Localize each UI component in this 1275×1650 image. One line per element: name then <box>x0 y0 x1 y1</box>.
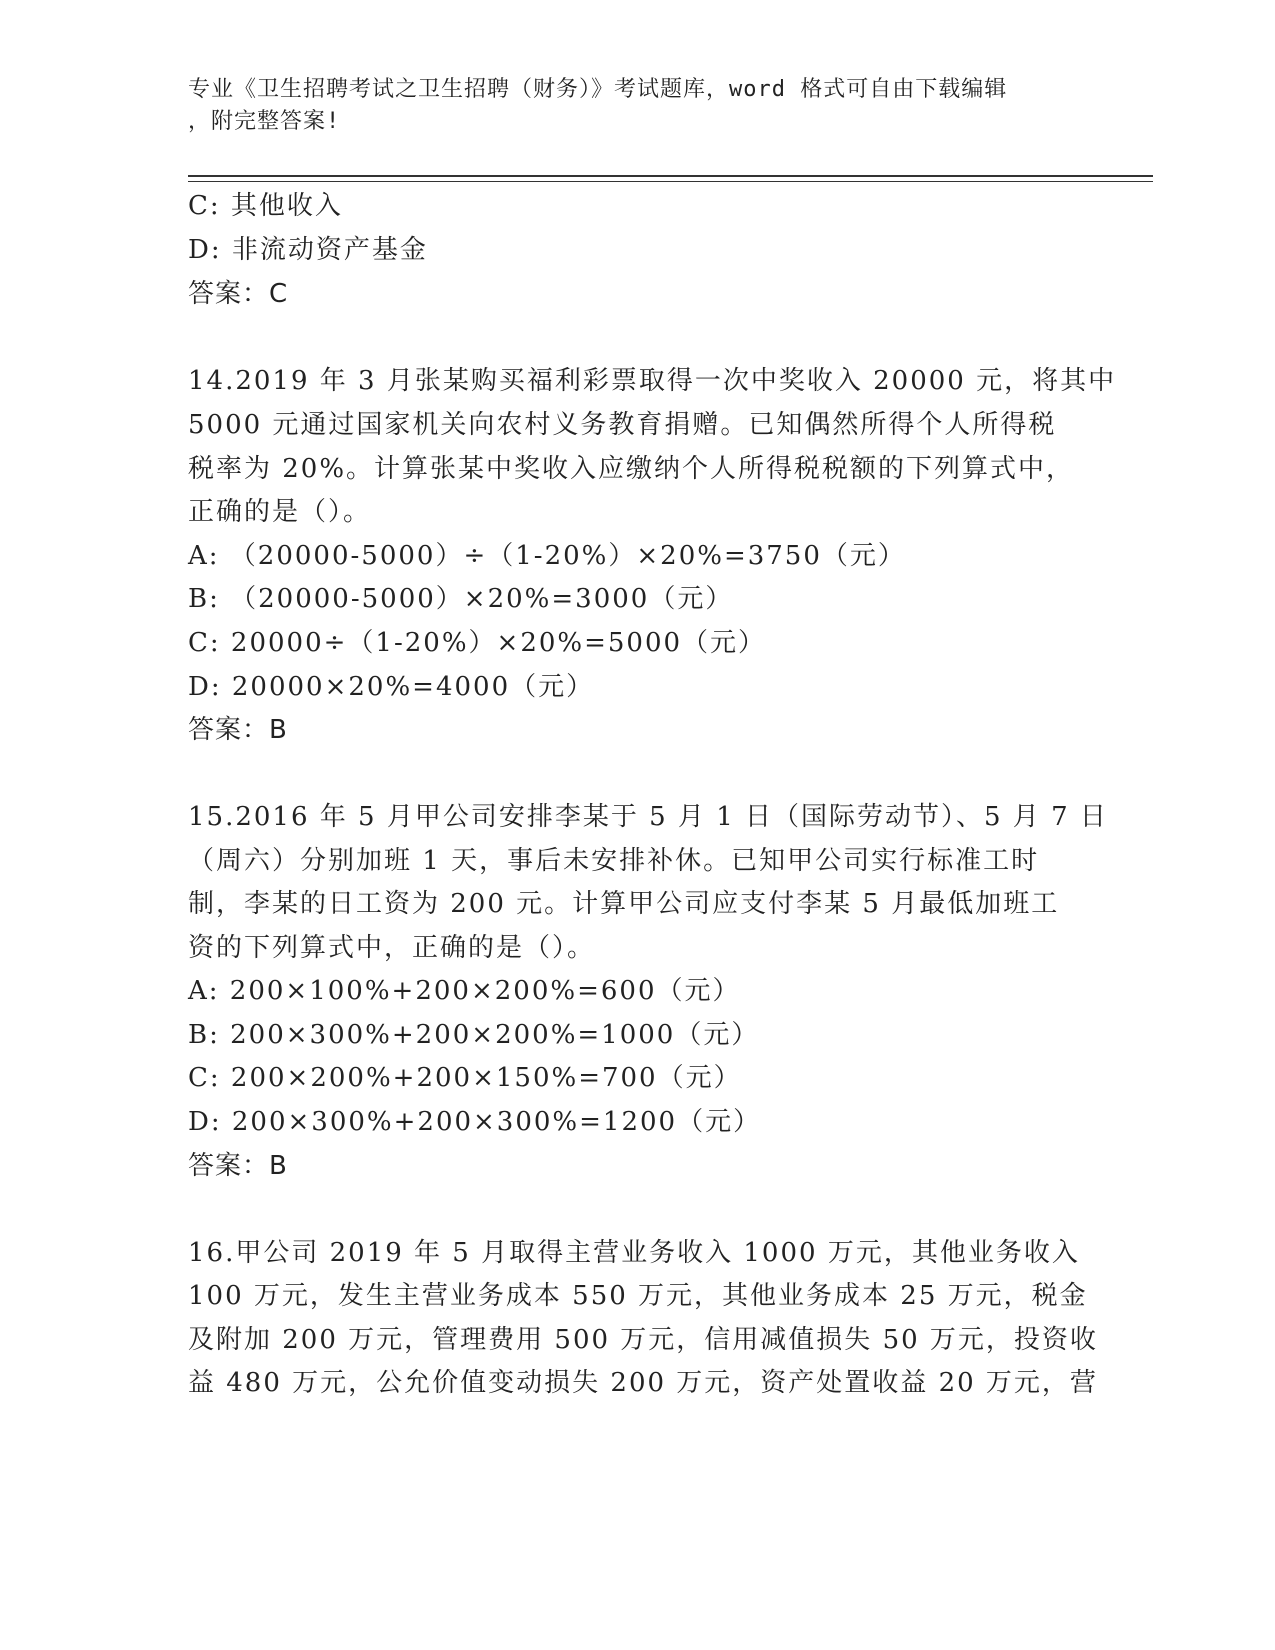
prev-option-c: C: 其他收入 <box>188 191 343 221</box>
q14-stem-line-2: 5000 元通过国家机关向农村义务教育捐赠。已知偶然所得个人所得税 <box>188 410 1057 440</box>
q16-stem-line-1: 16.甲公司 2019 年 5 月取得主营业务收入 1000 万元，其他业务收入 <box>188 1238 1080 1268</box>
q15-option-c: C: 200×200%+200×150%=700（元） <box>188 1063 742 1093</box>
q15-stem-line-2: （周六）分别加班 1 天，事后未安排补休。已知甲公司实行标准工时 <box>188 846 1040 876</box>
page-header <box>188 74 1068 138</box>
q14-option-a: A: （20000-5000）÷（1-20%）×20%=3750（元） <box>188 541 906 571</box>
q15-option-a: A: 200×100%+200×200%=600（元） <box>188 976 741 1006</box>
header-line-1: 专业《卫生招聘考试之卫生招聘（财务）》考试题库，word 格式可自由下载编辑 <box>188 77 1008 102</box>
header-line-2: ，附完整答案! <box>188 109 341 134</box>
q15-answer: 答案：B <box>188 1151 288 1181</box>
q14-answer: 答案：B <box>188 715 288 745</box>
header-rule-thin <box>188 181 1153 182</box>
q15-option-d: D: 200×300%+200×300%=1200（元） <box>188 1107 762 1137</box>
q15-stem-line-1: 15.2016 年 5 月甲公司安排李某于 5 月 1 日（国际劳动节）、5 月 7 日 <box>188 802 1108 832</box>
q14-stem-line-4: 正确的是（）。 <box>188 497 372 527</box>
q16-stem-line-3: 及附加 200 万元，管理费用 500 万元，信用减值损失 50 万元，投资收 <box>188 1325 1098 1355</box>
header-rule-thick <box>188 175 1153 177</box>
q15-stem-line-4: 资的下列算式中，正确的是（）。 <box>188 933 596 963</box>
prev-answer: 答案：C <box>188 279 289 309</box>
q15-option-b: B: 200×300%+200×200%=1000（元） <box>188 1020 760 1050</box>
q16-stem-line-2: 100 万元，发生主营业务成本 550 万元，其他业务成本 25 万元，税金 <box>188 1281 1088 1311</box>
q14-option-d: D: 20000×20%=4000（元） <box>188 672 595 702</box>
q15-stem-line-3: 制，李某的日工资为 200 元。计算甲公司应支付李某 5 月最低加班工 <box>188 889 1060 919</box>
q16-stem-line-4: 益 480 万元，公允价值变动损失 200 万元，资产处置收益 20 万元，营 <box>188 1368 1098 1398</box>
prev-option-d: D: 非流动资产基金 <box>188 235 428 265</box>
q14-option-b: B: （20000-5000）×20%=3000（元） <box>188 584 734 614</box>
q14-stem-line-3: 税率为 20%。计算张某中奖收入应缴纳个人所得税税额的下列算式中， <box>188 454 1075 484</box>
q14-stem-line-1: 14.2019 年 3 月张某购买福利彩票取得一次中奖收入 20000 元，将其中 <box>188 366 1117 396</box>
q14-option-c: C: 20000÷（1-20%）×20%=5000（元） <box>188 628 767 658</box>
